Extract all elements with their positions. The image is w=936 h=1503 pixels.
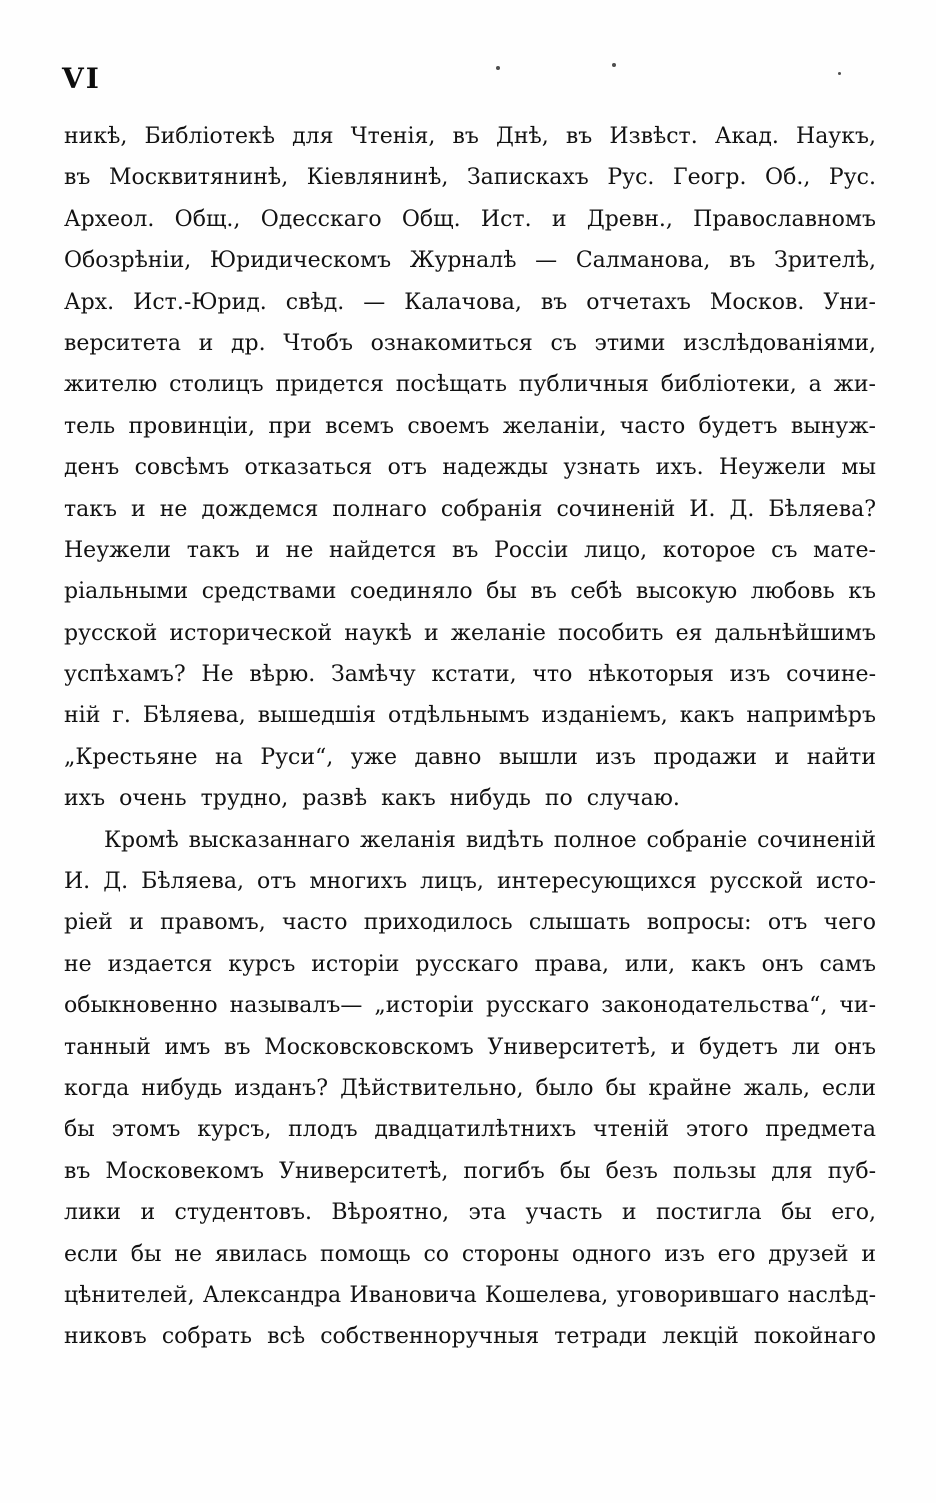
- text-line: обыкновенно называлъ— „исторіи русскаго законодательства“, чи-: [64, 993, 876, 1019]
- text-line: въ Московекомъ Университетѣ, погибъ бы безъ пользы для пуб-: [64, 1158, 876, 1184]
- text-line: ихъ очень трудно, развѣ какъ нибудь по случаю.: [64, 786, 680, 812]
- text-line: такъ и не дождемся полнаго собранія сочиненій И. Д. Бѣляева?: [64, 496, 876, 522]
- text-line: если бы не явилась помощь со стороны одного изъ его друзей и: [64, 1241, 876, 1267]
- text-line: никѣ, Библіотекѣ для Чтенія, въ Днѣ, въ Извѣст. Акад. Наукъ,: [64, 124, 876, 149]
- text-line: танный имъ въ Московсковскомъ Университетѣ, и будетъ ли онъ: [64, 1034, 876, 1060]
- text-line: Неужели такъ и не найдется въ Россіи лицо, которое съ мате-: [64, 537, 876, 563]
- text-block: [64, 116, 876, 1358]
- text-line: Кромѣ высказаннаго желанія видѣть полное собраніе сочиненій: [104, 827, 876, 853]
- text-line: ній г. Бѣляева, вышедшія отдѣльнымъ изданіемъ, какъ напримѣръ: [64, 703, 876, 729]
- scan-speck: [612, 63, 616, 67]
- text-line: И. Д. Бѣляева, отъ многихъ лицъ, интересующихся русской исто-: [64, 869, 876, 895]
- text-line: никовъ собрать всѣ собственноручныя тетради лекцій покойнаго: [64, 1324, 876, 1350]
- text-line: цѣнителей, Александра Ивановича Кошелева, уговорившаго наслѣд-: [64, 1282, 876, 1308]
- page-number: VI: [62, 62, 101, 95]
- text-line: Арх. Ист.-Юрид. свѣд. — Калачова, въ отчетахъ Москов. Уни-: [64, 289, 876, 315]
- scan-speck: [496, 66, 500, 70]
- text-line: лики и студентовъ. Вѣроятно, эта участь и постигла бы его,: [64, 1200, 876, 1226]
- text-line: ріальными средствами соединяло бы въ себѣ высокую любовь къ: [64, 579, 876, 605]
- text-line: Археол. Общ., Одесскаго Общ. Ист. и Древн., Православномъ: [64, 206, 876, 232]
- scan-speck: [838, 72, 841, 75]
- text-line: жителю столицъ придется посѣщать публичныя библіотеки, а жи-: [64, 372, 876, 398]
- text-line: денъ совсѣмъ отказаться отъ надежды узнать ихъ. Неужели мы: [64, 455, 876, 481]
- text-line: бы этомъ курсъ, плодъ двадцатилѣтнихъ чтеній этого предмета: [64, 1117, 876, 1143]
- text-line: успѣхамъ? Не вѣрю. Замѣчу кстати, что нѣкоторыя изъ сочине-: [64, 662, 876, 688]
- text-line: русской исторической наукѣ и желаніе пособить ея дальнѣйшимъ: [64, 620, 876, 646]
- text-line: ріей и правомъ, часто приходилось слышать вопросы: отъ чего: [64, 910, 876, 936]
- text-line: тель провинціи, при всемъ своемъ желаніи, часто будетъ вынуж-: [64, 413, 876, 439]
- text-line: Обозрѣніи, Юридическомъ Журналѣ — Салманова, въ Зрителѣ,: [64, 248, 876, 274]
- text-line: когда нибудь изданъ? Дѣйствительно, было бы крайне жаль, если: [64, 1075, 876, 1101]
- text-line: въ Москвитянинѣ, Кіевлянинѣ, Запискахъ Рус. Геогр. Об., Рус.: [64, 165, 876, 191]
- text-line: верситета и др. Чтобъ ознакомиться съ этими изслѣдованіями,: [64, 330, 876, 356]
- text-line: не издается курсъ исторіи русскаго права, или, какъ онъ самъ: [64, 951, 876, 977]
- text-line: „Крестьяне на Руси“, уже давно вышли изъ продажи и найти: [64, 744, 876, 770]
